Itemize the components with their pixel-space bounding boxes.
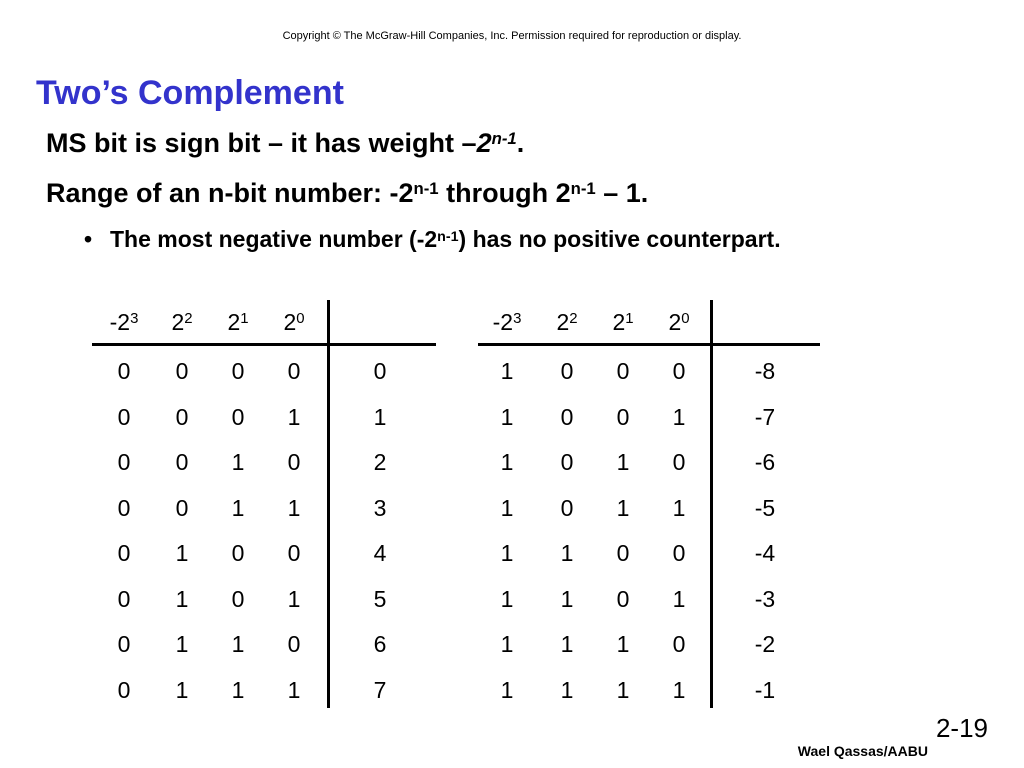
header-base: -2 xyxy=(492,309,514,335)
table-cell-bit2: 1 xyxy=(175,676,189,703)
table-cell-bit3: 0 xyxy=(117,403,131,430)
table-cell-bit3: 1 xyxy=(500,585,514,612)
table-cell-bit1: 1 xyxy=(231,676,245,703)
table-cell-bit0: 1 xyxy=(672,403,686,430)
table-cell-value: 7 xyxy=(373,676,387,703)
header-base: 2 xyxy=(668,309,682,335)
table-cell-bit0: 0 xyxy=(672,631,686,657)
author-credit: Wael Qassas/AABU xyxy=(797,743,928,759)
table-cell-bit3: 1 xyxy=(500,358,514,384)
table-cell-value: 0 xyxy=(373,358,387,384)
table-cell-bit3: 1 xyxy=(500,631,514,657)
table-cell-bit2: 0 xyxy=(560,494,574,521)
header-base: 2 xyxy=(612,309,626,335)
table-cell-bit0: 0 xyxy=(672,358,686,384)
table-cell-bit0: 1 xyxy=(287,585,301,612)
table-cell-value: -5 xyxy=(754,494,776,521)
table-cell-value: 3 xyxy=(373,494,387,521)
header-exponent: 0 xyxy=(681,309,690,327)
table-cell-bit0: 1 xyxy=(287,676,301,703)
table-cell-bit3: 1 xyxy=(500,676,514,703)
table-cell-bit2: 1 xyxy=(560,676,574,703)
table-cell-bit0: 1 xyxy=(672,676,686,703)
range-text: Range of an n-bit number: -2 xyxy=(46,178,414,208)
table-cell-value: -7 xyxy=(754,403,776,430)
table-cell-bit1: 1 xyxy=(231,631,245,657)
header-rule xyxy=(92,343,436,346)
column-divider xyxy=(327,300,330,708)
sign-bit-text: MS bit is sign bit – it has weight – xyxy=(46,128,477,158)
table-cell-bit2: 1 xyxy=(175,585,189,612)
table-cell-bit1: 0 xyxy=(231,358,245,384)
table-cell-bit2: 1 xyxy=(560,540,574,566)
table-cell-bit0: 0 xyxy=(672,449,686,475)
table-cell-bit3: 0 xyxy=(117,676,131,703)
table-cell-bit3: 0 xyxy=(117,540,131,566)
slide-title: Two’s Complement xyxy=(36,74,344,112)
table-cell-bit1: 0 xyxy=(231,403,245,430)
table-cell-value: -2 xyxy=(754,631,776,657)
table-cell-bit0: 1 xyxy=(672,494,686,521)
header-base: 2 xyxy=(171,309,185,335)
header-exponent: 1 xyxy=(625,309,634,327)
copyright-notice: Copyright © The McGraw-Hill Companies, Inc. Permission required for reproduction or display. xyxy=(282,30,742,42)
table-cell-bit1: 0 xyxy=(616,585,630,612)
header-exponent: 1 xyxy=(240,309,249,327)
table-cell-bit3: 1 xyxy=(500,494,514,521)
table-cell-value: -1 xyxy=(754,676,776,703)
table-cell-bit2: 0 xyxy=(560,403,574,430)
range-exponent-1: n-1 xyxy=(413,179,439,199)
range-exponent-2: n-1 xyxy=(570,179,596,199)
table-cell-bit1: 0 xyxy=(616,540,630,566)
header-exponent: 3 xyxy=(130,309,139,327)
table-cell-bit3: 1 xyxy=(500,449,514,475)
table-cell-bit3: 0 xyxy=(117,358,131,384)
table-cell-bit1: 0 xyxy=(616,403,630,430)
table-cell-bit2: 0 xyxy=(560,449,574,475)
table-cell-value: -6 xyxy=(754,449,776,475)
table-cell-bit3: 0 xyxy=(117,585,131,612)
table-cell-value: 4 xyxy=(373,540,387,566)
table-cell-bit3: 0 xyxy=(117,449,131,475)
header-exponent: 2 xyxy=(184,309,193,327)
table-cell-bit1: 0 xyxy=(231,585,245,612)
table-cell-bit1: 0 xyxy=(616,358,630,384)
header-exponent: 2 xyxy=(569,309,578,327)
table-cell-bit1: 1 xyxy=(616,631,630,657)
table-cell-bit2: 1 xyxy=(560,585,574,612)
table-cell-bit3: 1 xyxy=(500,540,514,566)
table-cell-value: -4 xyxy=(754,540,776,566)
table-cell-value: 5 xyxy=(373,585,387,612)
table-cell-value: 6 xyxy=(373,631,387,657)
table-cell-bit2: 1 xyxy=(175,631,189,657)
table-cell-bit0: 0 xyxy=(287,449,301,475)
header-exponent: 3 xyxy=(513,309,522,327)
header-rule xyxy=(478,343,820,346)
table-cell-value: 2 xyxy=(373,449,387,475)
table-cell-bit0: 0 xyxy=(672,540,686,566)
header-base: -2 xyxy=(109,309,131,335)
table-cell-bit2: 1 xyxy=(175,540,189,566)
table-cell-bit0: 1 xyxy=(672,585,686,612)
header-base: 2 xyxy=(556,309,570,335)
table-cell-bit0: 1 xyxy=(287,403,301,430)
table-cell-bit0: 0 xyxy=(287,540,301,566)
table-cell-bit2: 1 xyxy=(560,631,574,657)
table-cell-bit2: 0 xyxy=(560,358,574,384)
column-divider xyxy=(710,300,713,708)
table-cell-bit1: 1 xyxy=(231,449,245,475)
table-cell-value: -8 xyxy=(754,358,776,384)
sign-bit-weight-exponent: n-1 xyxy=(491,129,517,149)
page-number: 2-19 xyxy=(935,713,988,743)
table-cell-bit0: 0 xyxy=(287,358,301,384)
sign-bit-statement xyxy=(46,128,524,159)
sign-bit-weight-base: 2 xyxy=(476,128,492,158)
table-cell-value: -3 xyxy=(754,585,776,612)
column-header-bit0 xyxy=(644,309,714,336)
table-cell-bit2: 0 xyxy=(175,494,189,521)
table-cell-value: 1 xyxy=(373,403,387,430)
header-base: 2 xyxy=(227,309,241,335)
range-end: – 1. xyxy=(595,178,649,208)
table-cell-bit3: 0 xyxy=(117,631,131,657)
range-statement xyxy=(46,178,648,209)
table-cell-bit3: 1 xyxy=(500,403,514,430)
table-cell-bit2: 0 xyxy=(175,358,189,384)
negative-values-table xyxy=(478,300,820,708)
table-cell-bit1: 1 xyxy=(616,449,630,475)
header-base: 2 xyxy=(283,309,297,335)
bullet-exponent: n-1 xyxy=(437,228,459,245)
table-cell-bit3: 0 xyxy=(117,494,131,521)
bullet-text-start: The most negative number (-2 xyxy=(110,226,438,252)
bullet-text-end: ) has no positive counterpart. xyxy=(458,226,781,252)
table-cell-bit2: 0 xyxy=(175,403,189,430)
table-cell-bit1: 0 xyxy=(231,540,245,566)
table-cell-bit1: 1 xyxy=(616,676,630,703)
sign-bit-end: . xyxy=(516,128,525,158)
bullet-text xyxy=(110,226,781,253)
table-cell-bit0: 0 xyxy=(287,631,301,657)
table-cell-bit2: 0 xyxy=(175,449,189,475)
table-cell-bit0: 1 xyxy=(287,494,301,521)
bullet-dot: • xyxy=(84,226,93,252)
table-cell-bit1: 1 xyxy=(231,494,245,521)
positive-values-table xyxy=(92,300,436,708)
header-exponent: 0 xyxy=(296,309,305,327)
table-cell-bit1: 1 xyxy=(616,494,630,521)
column-header-bit0 xyxy=(259,309,329,336)
range-mid: through 2 xyxy=(438,178,571,208)
